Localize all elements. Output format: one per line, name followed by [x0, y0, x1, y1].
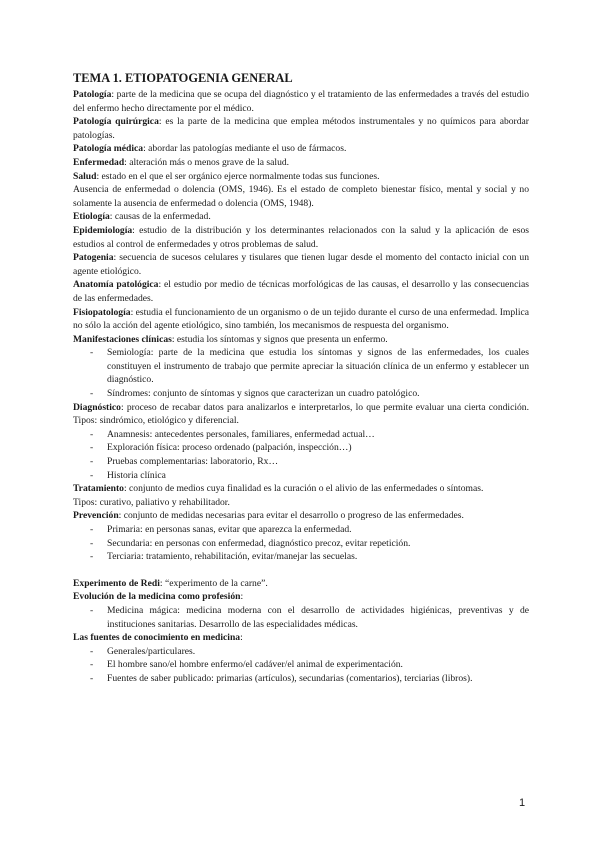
definitions-block-2: [73, 210, 529, 332]
salud-note: Ausencia de enfermedad o dolencia (OMS, 1946). Es el estado de completo bienestar físico, mental y social y no solamente la ausencia de enfermedad o dolencia (OMS, 1948).: [73, 184, 529, 209]
section-spacer: [73, 564, 529, 577]
definition-fisiopatologia: Fisiopatología: estudia el funcionamiento de un organismo o de un tejido durante el curso de una enfermedad. Implica no sólo la acción del agente etiológico, sino también, los mecanismos de respuesta del organismo.: [73, 306, 529, 332]
page-number: 1: [519, 797, 526, 809]
definition-patologia: Patología: parte de la medicina que se ocupa del diagnóstico y el tratamiento de las enfermedades a través del estudio del enfermo hecho directamente por el médico.: [73, 89, 529, 114]
list-item: - Generales/particulares.: [73, 645, 529, 659]
definition-diagnostico: Diagnóstico: proceso de recabar datos para analizarlos e interpretarlos, lo que permite evaluar una cierta condición. Tipos: sindrómico, etiológico y diferencial.: [73, 401, 529, 427]
list-item: - Medicina mágica: medicina moderna con el desarrollo de actividades higiénicas, preventivas y de instituciones sanitarias. Desarrollo de las especialidades médicas.: [73, 604, 529, 631]
definition-prevencion: Prevención: conjunto de medidas necesarias para evitar el desarrollo o progreso de las enfermedades.: [73, 510, 464, 522]
list-item: - Primaria: en personas sanas, evitar que aparezca la enfermedad.: [73, 523, 529, 537]
list-item: - Exploración física: proceso ordenado (palpación, inspección…): [73, 441, 529, 455]
list-item: - Semiología: parte de la medicina que estudia los síntomas y signos de las enfermedades, los cuales constituyen el instrumento de trabajo que permite apreciar la situación clínica de un enfermo y establecer un diagnóstico.: [73, 346, 529, 387]
list-item: - El hombre sano/el hombre enfermo/el cadáver/el animal de experimentación.: [73, 658, 529, 672]
fuentes-list: [73, 645, 529, 686]
document-body: [73, 71, 529, 686]
page-title: TEMA 1. ETIOPATOGENIA GENERAL: [73, 71, 293, 85]
list-item: - Síndromes: conjunto de síntomas y signos que caracterizan un cuadro patológico.: [73, 387, 529, 401]
definition-patologia-medica: Patología médica: abordar las patologías mediante el uso de fármacos.: [73, 143, 347, 155]
definition-enfermedad: Enfermedad: alteración más o menos grave de la salud.: [73, 156, 290, 168]
list-item: - Historia clínica: [73, 469, 529, 483]
definition-manifestaciones: Manifestaciones clínicas: estudia los síntomas y signos que presenta un enfermo.: [73, 333, 388, 345]
definition-patogenia: Patogenia: secuencia de sucesos celulares y tisulares que tienen lugar desde el momento del contacto inicial con un agente etiológico.: [73, 252, 529, 277]
definition-redi: Experimento de Redi: “experimento de la carne”.: [73, 577, 268, 589]
heading-evolucion: Evolución de la medicina como profesión:: [73, 591, 244, 603]
evolucion-list: [73, 604, 529, 631]
definition-tratamiento: Tratamiento: conjunto de medios cuya finalidad es la curación o el alivio de las enfermedades o síntomas.: [73, 483, 484, 495]
tratamiento-tipos: Tipos: curativo, paliativo y rehabilitador.: [73, 496, 230, 508]
definition-etiologia: Etiología: causas de la enfermedad.: [73, 211, 211, 223]
definition-epidemiologia: Epidemiología: estudio de la distribución y los determinantes relacionados con la salud y la aplicación de esos estudios al control de enfermedades y otros problemas de salud.: [73, 224, 529, 250]
list-item: - Pruebas complementarias: laboratorio, Rx…: [73, 455, 529, 469]
manifestaciones-list: [73, 346, 529, 400]
definitions-block-1: [73, 88, 529, 210]
list-item: - Secundaria: en personas con enfermedad, diagnóstico precoz, evitar repetición.: [73, 537, 529, 551]
definition-salud: Salud: estado en el que el ser orgánico ejerce normalmente todas sus funciones.: [73, 170, 380, 182]
definition-patologia-quirurgica: Patología quirúrgica: es la parte de la medicina que emplea métodos instrumentales y no químicos para abordar patologías.: [73, 116, 529, 141]
definition-anatomia-patologica: Anatomía patológica: el estudio por medio de técnicas morfológicas de las causas, el desarrollo y las consecuencias de las enfermedades.: [73, 279, 529, 304]
prevencion-list: [73, 523, 529, 564]
list-item: - Terciaria: tratamiento, rehabilitación, evitar/manejar las secuelas.: [73, 550, 529, 564]
heading-fuentes: Las fuentes de conocimiento en medicina:: [73, 632, 243, 644]
list-item: - Anamnesis: antecedentes personales, familiares, enfermedad actual…: [73, 428, 529, 442]
list-item: - Fuentes de saber publicado: primarias (artículos), secundarias (comentarios), terciarias (libros).: [73, 672, 529, 686]
diagnostico-list: [73, 428, 529, 482]
